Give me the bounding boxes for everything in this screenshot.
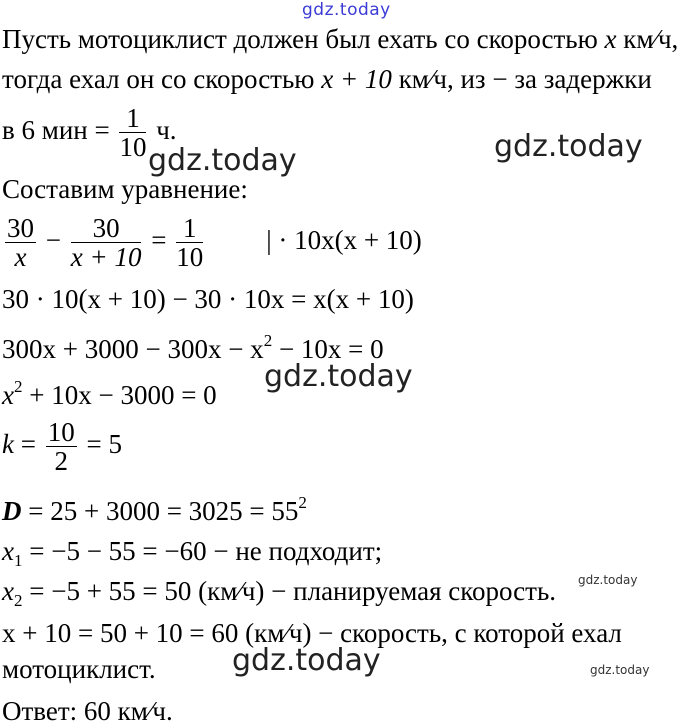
watermark-top: gdz.today bbox=[302, 0, 391, 20]
var-k: k bbox=[2, 429, 14, 460]
expr: x + 10 bbox=[321, 64, 392, 94]
fraction bbox=[176, 214, 203, 272]
unit: км⁄ч, bbox=[616, 24, 679, 54]
text: Пусть мотоциклист должен был ехать со скоростью bbox=[2, 24, 605, 54]
denominator: x + 10 bbox=[70, 242, 142, 273]
problem-line-1 bbox=[2, 26, 678, 53]
subscript: 1 bbox=[13, 551, 23, 570]
problem-line-2 bbox=[2, 66, 652, 93]
numerator: 30 bbox=[7, 213, 34, 243]
denominator: 10 bbox=[176, 242, 204, 273]
expr: − 10x = 0 bbox=[272, 334, 384, 364]
multiplier-note: | · 10x(x + 10) bbox=[266, 225, 422, 256]
watermark: gdz.today bbox=[232, 643, 381, 678]
denominator: x bbox=[14, 242, 27, 273]
problem-line-3 bbox=[2, 104, 177, 162]
var: x bbox=[2, 536, 14, 566]
numerator: 30 bbox=[71, 214, 142, 243]
watermark: gdz.today bbox=[590, 663, 650, 677]
subscript: 2 bbox=[13, 591, 23, 610]
text: , из − за задержки bbox=[446, 64, 652, 94]
unit: км⁄ч bbox=[391, 64, 447, 94]
fraction bbox=[5, 214, 36, 272]
expr: 300x + 3000 − 300x − x bbox=[2, 334, 264, 364]
op: = bbox=[13, 429, 43, 460]
compose-label: Составим уравнение: bbox=[2, 174, 248, 204]
result: = 5 bbox=[79, 429, 122, 460]
numerator: 10 bbox=[47, 417, 75, 447]
numerator: 1 bbox=[176, 214, 203, 243]
exponent: 2 bbox=[13, 377, 23, 396]
root-1 bbox=[2, 538, 382, 569]
fraction bbox=[71, 214, 142, 272]
denominator: 2 bbox=[54, 446, 68, 477]
fraction bbox=[46, 418, 77, 476]
var: x bbox=[2, 380, 14, 410]
watermark: gdz.today bbox=[578, 573, 638, 587]
speed-line-cont: мотоциклист. bbox=[2, 654, 156, 684]
var: x bbox=[2, 576, 14, 606]
k-line bbox=[2, 418, 122, 476]
numerator: 1 bbox=[119, 104, 146, 133]
text: тогда ехал он со скоростью bbox=[2, 64, 322, 94]
unit: ч. bbox=[149, 115, 177, 146]
speed-line: x + 10 = 50 + 10 = 60 (км⁄ч) − скорость, с которой ехал bbox=[2, 618, 622, 648]
expr: = 25 + 3000 = 3025 = 55 bbox=[21, 496, 299, 526]
root-2 bbox=[2, 578, 556, 609]
expr: = −5 + 55 = 50 (км⁄ч) − планируемая скорость. bbox=[22, 576, 557, 606]
watermark: gdz.today bbox=[494, 129, 643, 164]
op: = bbox=[144, 225, 174, 256]
equation-2: 30 · 10(x + 10) − 30 · 10x = x(x + 10) bbox=[2, 284, 414, 314]
equation-1 bbox=[2, 214, 422, 272]
expr: = −5 − 55 = −60 − не подходит; bbox=[22, 536, 383, 566]
var-d: D bbox=[2, 496, 22, 526]
equation-3 bbox=[2, 332, 384, 363]
op: − bbox=[39, 225, 68, 256]
var-x: x bbox=[604, 24, 617, 54]
text: в 6 мин = bbox=[2, 115, 117, 146]
denominator: 10 bbox=[119, 132, 147, 163]
exponent: 2 bbox=[298, 493, 307, 512]
watermark: gdz.today bbox=[148, 143, 297, 178]
exponent: 2 bbox=[263, 331, 273, 350]
equation-4 bbox=[2, 378, 217, 409]
expr: + 10x − 3000 = 0 bbox=[22, 380, 217, 410]
fraction bbox=[119, 104, 146, 162]
discriminant-line bbox=[2, 494, 307, 525]
answer: Ответ: 60 км⁄ч. bbox=[2, 696, 173, 726]
watermark: gdz.today bbox=[264, 359, 413, 394]
